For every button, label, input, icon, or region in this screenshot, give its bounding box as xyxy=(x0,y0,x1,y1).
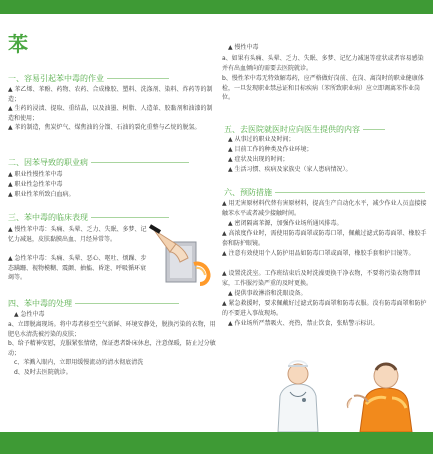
top-band xyxy=(0,0,433,14)
chronic-item-b: b、慢性苯中毒无特效解毒药，应严格做好岗前、在岗、离岗时的职业健康体检，一旦发现职业禁忌证和目标疾病（苯所致职业病）应立即调离苯作业岗位。 xyxy=(222,75,424,101)
section-5-item-1: ▲ 从事过的职业及时间； xyxy=(228,136,295,143)
section-heading-4: 四、苯中毒的处理 xyxy=(8,298,179,309)
section-4-item-4: c、苯溅入眼内，立即用缓慢流动的清水彻底清洗 xyxy=(14,359,144,366)
section-3-item-2: ▲ 急性苯中毒：头痛、头晕、恶心、呕吐、烦躁、步态蹒跚、视物模糊、震颤、抽搐、昏迷、呼吸循环衰竭等。 xyxy=(8,255,147,281)
doctor-patient-icon xyxy=(268,358,423,432)
section-6-item-5: ▲ 设置洗洗室。工作班结束后及时洗澡更换干净衣物，不要将污染衣物带回家，工作服污染严重的及时更换。 xyxy=(222,270,421,287)
section-3-item-1: ▲ 慢性苯中毒：头痛、头晕、乏力、失眠、多梦、记忆力减退，皮肤黏膜出血、月经异常等。 xyxy=(8,226,147,243)
section-4-item-5: d、及时去医院就诊。 xyxy=(14,369,72,376)
section-1-item-3: ▲ 苯的制造，焦炭炉气、煤焦油的分馏、石油的裂化重整与乙烷的脱氢。 xyxy=(8,124,201,131)
section-2-item-1: ▲ 职业性慢性苯中毒 xyxy=(8,171,63,178)
page-title: 苯 xyxy=(8,32,29,56)
section-heading-5: 五、去医院就医时应向医生提供的内容 xyxy=(224,124,385,135)
section-2-item-3: ▲ 职业性苯所致白血病。 xyxy=(8,191,75,198)
section-6-item-6: ▲ 提供事故淋浴和洗眼设备。 xyxy=(228,290,307,297)
section-1-item-1: ▲ 苯乙烯、苯酚、药物、农药、合成橡胶、塑料、洗涤剂、染料、炸药等的制造； xyxy=(8,86,213,103)
section-5-item-3: ▲ 症状及出现的时间； xyxy=(228,156,289,163)
section-6-item-1: ▲ 用无害原材料代替有害原材料，提高生产自动化水平，减少作业人员直接接触苯水平或者减少接触时间。 xyxy=(222,200,427,217)
section-6-item-2: ▲ 密闭隔离苯源，加强作业场所通风排毒。 xyxy=(228,220,343,227)
section-1-item-2: ▲ 生药的浸渍、提取、重结晶，以及油墨、树脂、人造革、胶黏剂和油漆的制造和使用； xyxy=(8,105,213,122)
section-6-item-4: ▲ 注意有效使用个人防护用品如防毒口罩或面罩，橡胶手套和护目镜等。 xyxy=(222,250,415,257)
section-heading-3: 三、苯中毒的临床表现 xyxy=(8,212,169,223)
chronic-heading: ▲ 慢性中毒 xyxy=(228,44,259,51)
section-4-item-1: ▲ 急性中毒 xyxy=(14,311,45,318)
section-5-item-4: ▲ 生活习惯、疾病及家族史（家人患病情况）。 xyxy=(228,166,352,173)
chronic-item-a: a、如果有头痛、头晕、乏力、失眠、多梦、记忆力减退等症状或者容易感染并有出血倾向的需要去医院就诊。 xyxy=(222,55,424,72)
section-heading-2: 二、因苯导致的职业病 xyxy=(8,157,189,168)
section-4-item-2: a、立即脱离现场。将中毒者移至空气新鲜、环境安静处，脱换污染的衣物，用肥皂水清洗被污染的皮肤； xyxy=(8,321,216,338)
bottom-band xyxy=(0,432,433,454)
hand-wipe-illustration xyxy=(148,224,218,292)
doctor-patient-illustration xyxy=(268,358,423,432)
section-6-item-7: ▲ 紧急救援时，要求佩戴好过滤式防毒面罩和防毒衣服。没有防毒面罩和防护的不要进入事故现场。 xyxy=(222,300,427,317)
section-5-item-2: ▲ 目前工作的种类及作业环境； xyxy=(228,146,313,153)
hand-wipe-icon xyxy=(148,224,218,292)
section-heading-1: 一、容易引起苯中毒的作业 xyxy=(8,73,169,84)
section-6-item-8: ▲ 作业场所严禁吸火、亮热，禁止饮食，张贴警示标识。 xyxy=(228,320,379,327)
section-heading-6: 六、预防措施 xyxy=(224,187,425,198)
section-6-item-3: ▲ 高浓度作业时，需使用防毒面罩或防毒口罩，佩戴过滤式防毒面罩、橡胶手套和防护眼镜。 xyxy=(222,230,427,247)
section-4-item-3: b、给予精神安慰，克服紧张情绪，保证患者卧床休息，注意保暖，防止过分敏动； xyxy=(8,340,216,357)
section-2-item-2: ▲ 职业性急性苯中毒 xyxy=(8,181,63,188)
